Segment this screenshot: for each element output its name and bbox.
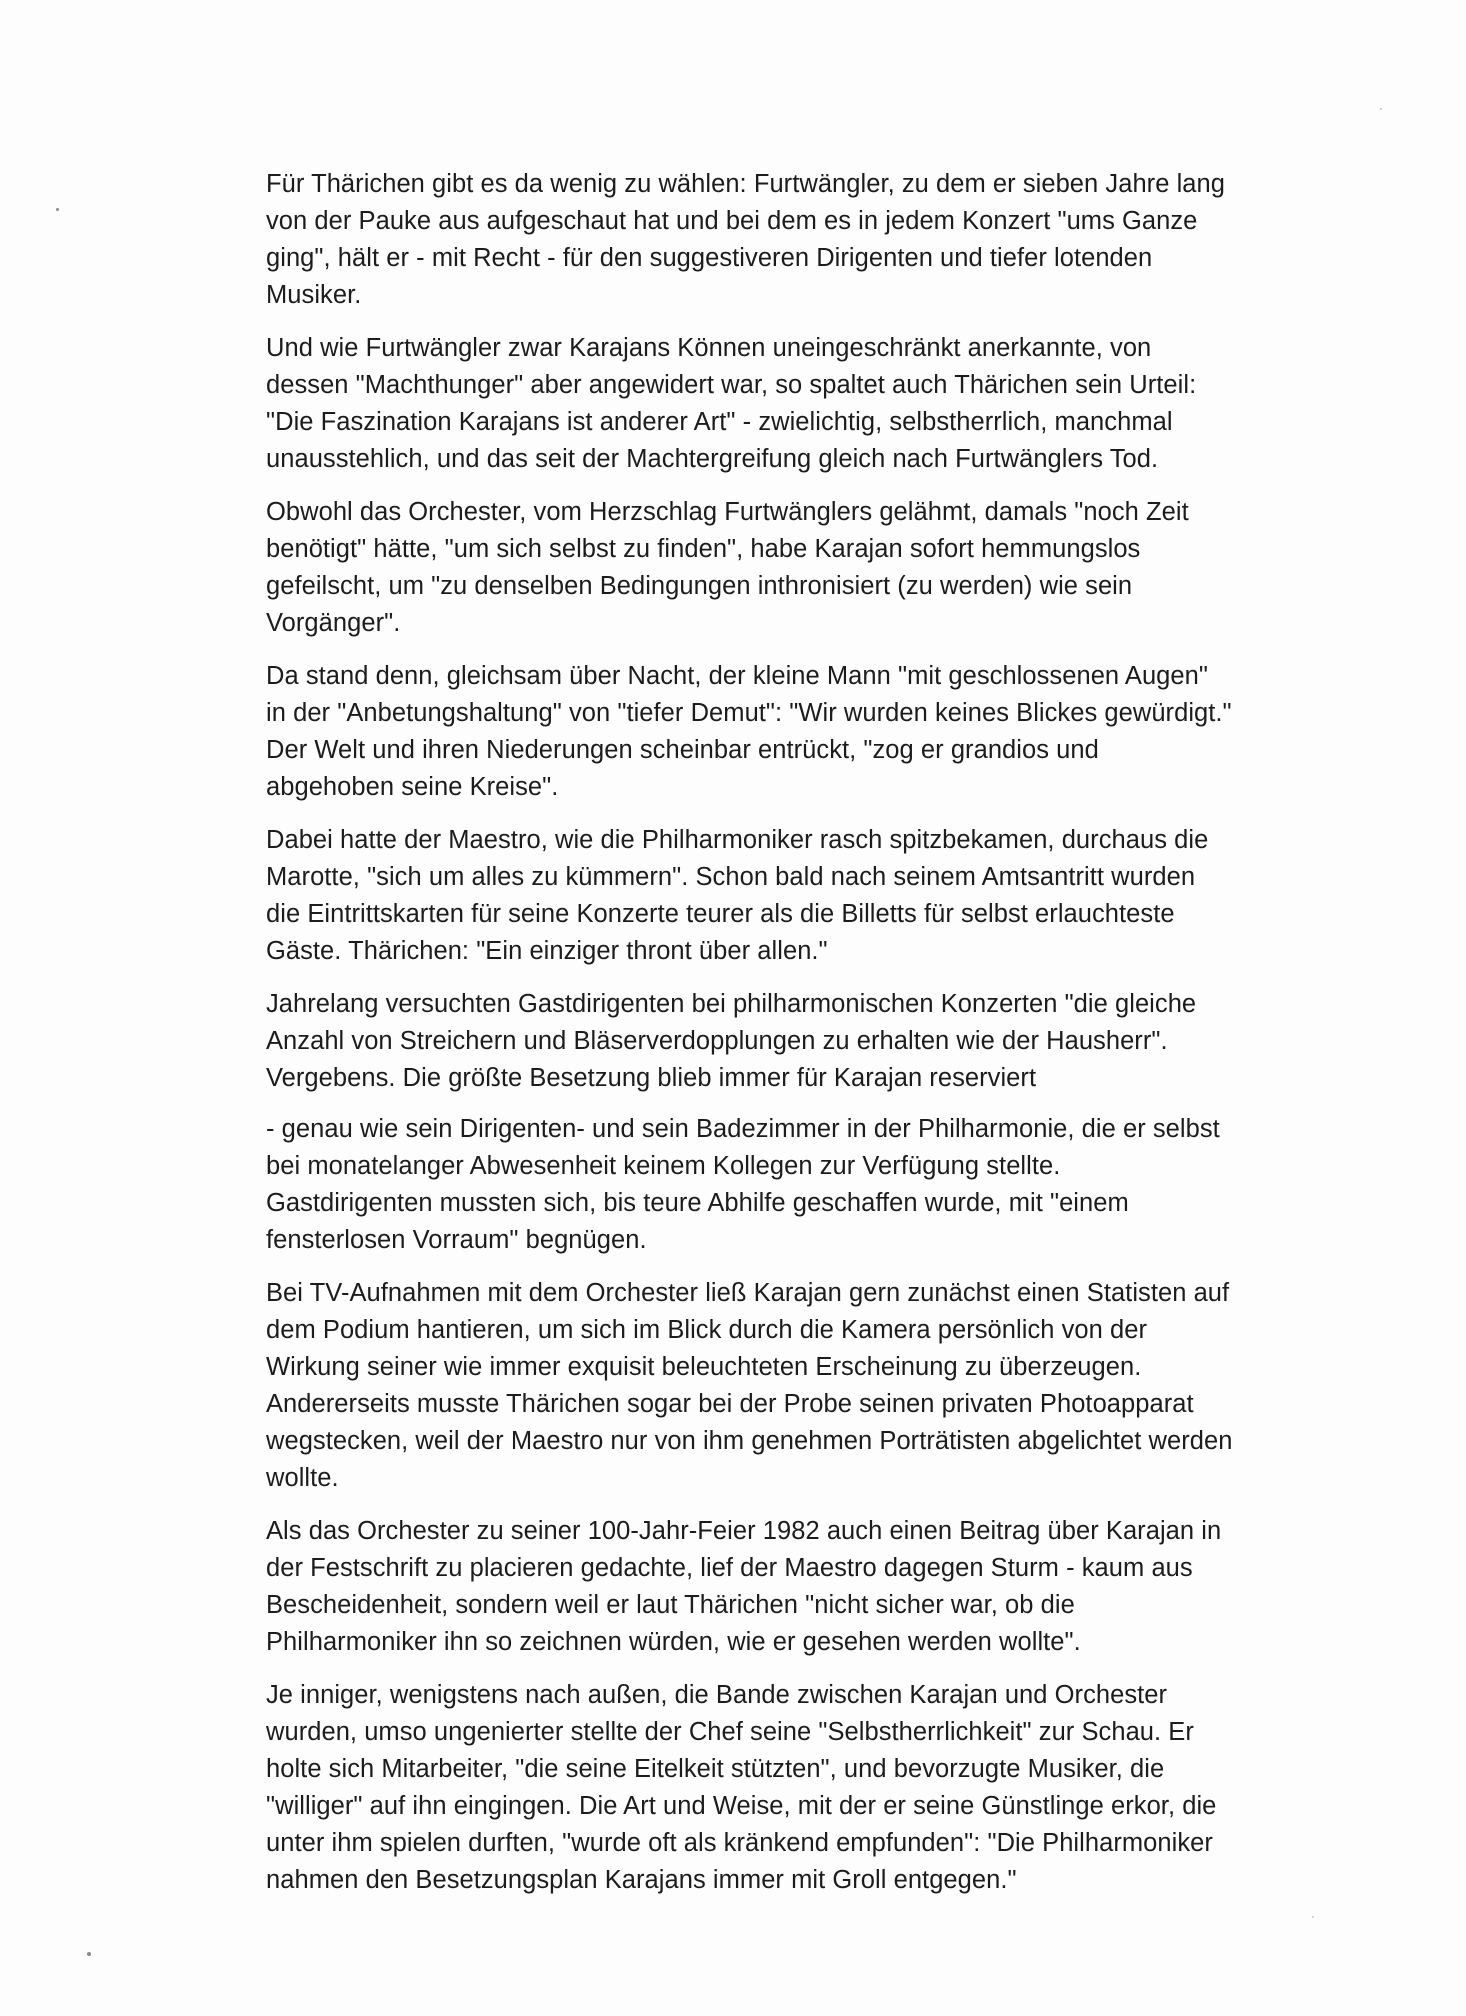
scan-speck [87,1952,91,1956]
paragraph-4: Da stand denn, gleichsam über Nacht, der kleine Mann "mit geschlossenen Augen" in der "Anbetungshaltung" von "tiefer Demut": "Wir wurden keines Blickes gewürdigt." Der Welt und ihren Niederungen scheinbar entrückt, "zog er grandios und abgehoben seine Kreise". [266,662,1232,801]
paragraph-9: Als das Orchester zu seiner 100-Jahr-Feier 1982 auch einen Beitrag über Karajan in der Festschrift zu placieren gedachte, lief der Maestro dagegen Sturm - kaum aus Bescheidenheit, sondern weil er laut Thärichen "nicht sicher war, ob die Philharmoniker ihn so zeichnen würden, wie er gesehen werden wollte". [266,1517,1222,1656]
scan-speck [1380,108,1382,110]
scan-speck [1312,1916,1314,1918]
paragraph-1: Für Thärichen gibt es da wenig zu wählen: Furtwängler, zu dem er sieben Jahre lang von der Pauke aus aufgeschaut hat und bei dem es in jedem Konzert "ums Ganze ging", hält er - mit Recht - für den suggestiveren Dirigenten und tiefer lotenden Musiker. [266,170,1225,309]
scan-speck [56,208,59,211]
paragraph-2: Und wie Furtwängler zwar Karajans Können uneingeschränkt anerkannte, von dessen "Machthunger" aber angewidert war, so spaltet auch Thärichen sein Urteil: "Die Faszination Karajans ist anderer Art" - zwielichtig, selbstherrlich, manchmal unausstehlich, und das seit der Machtergreifung gleich nach Furtwänglers Tod. [266,334,1197,473]
paragraph-7: - genau wie sein Dirigenten- und sein Badezimmer in der Philharmonie, die er selbst bei monatelanger Abwesenheit keinem Kollegen zur Verfügung stellte. Gastdirigenten mussten sich, bis teure Abhilfe geschaffen wurde, mit "einem fensterlosen Vorraum" begnügen. [266,1115,1220,1254]
paragraph-6: Jahrelang versuchten Gastdirigenten bei philharmonischen Konzerten "die gleiche Anzahl von Streichern und Bläserverdopplungen zu erhalten wie der Hausherr". Vergebens. Die größte Besetzung blieb immer für Karajan reserviert [266,990,1197,1092]
paragraph-5: Dabei hatte der Maestro, wie die Philharmoniker rasch spitzbekamen, durchaus die Marotte, "sich um alles zu kümmern". Schon bald nach seinem Amtsantritt wurden die Eintrittskarten für seine Konzerte teurer als die Billetts für selbst erlauchteste Gäste. Thärichen: "Ein einziger thront über allen." [266,826,1209,965]
document-body [266,166,1370,1915]
paragraph-8: Bei TV-Aufnahmen mit dem Orchester ließ Karajan gern zunächst einen Statisten auf dem Podium hantieren, um sich im Blick durch die Kamera persönlich von der Wirkung seiner wie immer exquisit beleuchteten Erscheinung zu überzeugen. Andererseits musste Thärichen sogar bei der Probe seinen privaten Photoapparat wegstecken, weil der Maestro nur von ihm genehmen Porträtisten abgelichtet werden wollte. [266,1279,1233,1492]
paragraph-10: Je inniger, wenigstens nach außen, die Bande zwischen Karajan und Orchester wurden, umso ungenierter stellte der Chef seine "Selbstherrlichkeit" zur Schau. Er holte sich Mitarbeiter, "die seine Eitelkeit stützten", und bevorzugte Musiker, die "williger" auf ihn eingingen. Die Art und Weise, mit der er seine Günstlinge erkor, die unter ihm spielen durften, "wurde oft als kränkend empfunden": "Die Philharmoniker nahmen den Besetzungsplan Karajans immer mit Groll entgegen." [266,1681,1217,1894]
paragraph-3: Obwohl das Orchester, vom Herzschlag Furtwänglers gelähmt, damals "noch Zeit benötigt" hätte, "um sich selbst zu finden", habe Karajan sofort hemmungslos gefeilscht, um "zu denselben Bedingungen inthronisiert (zu werden) wie sein Vorgänger". [266,498,1189,637]
